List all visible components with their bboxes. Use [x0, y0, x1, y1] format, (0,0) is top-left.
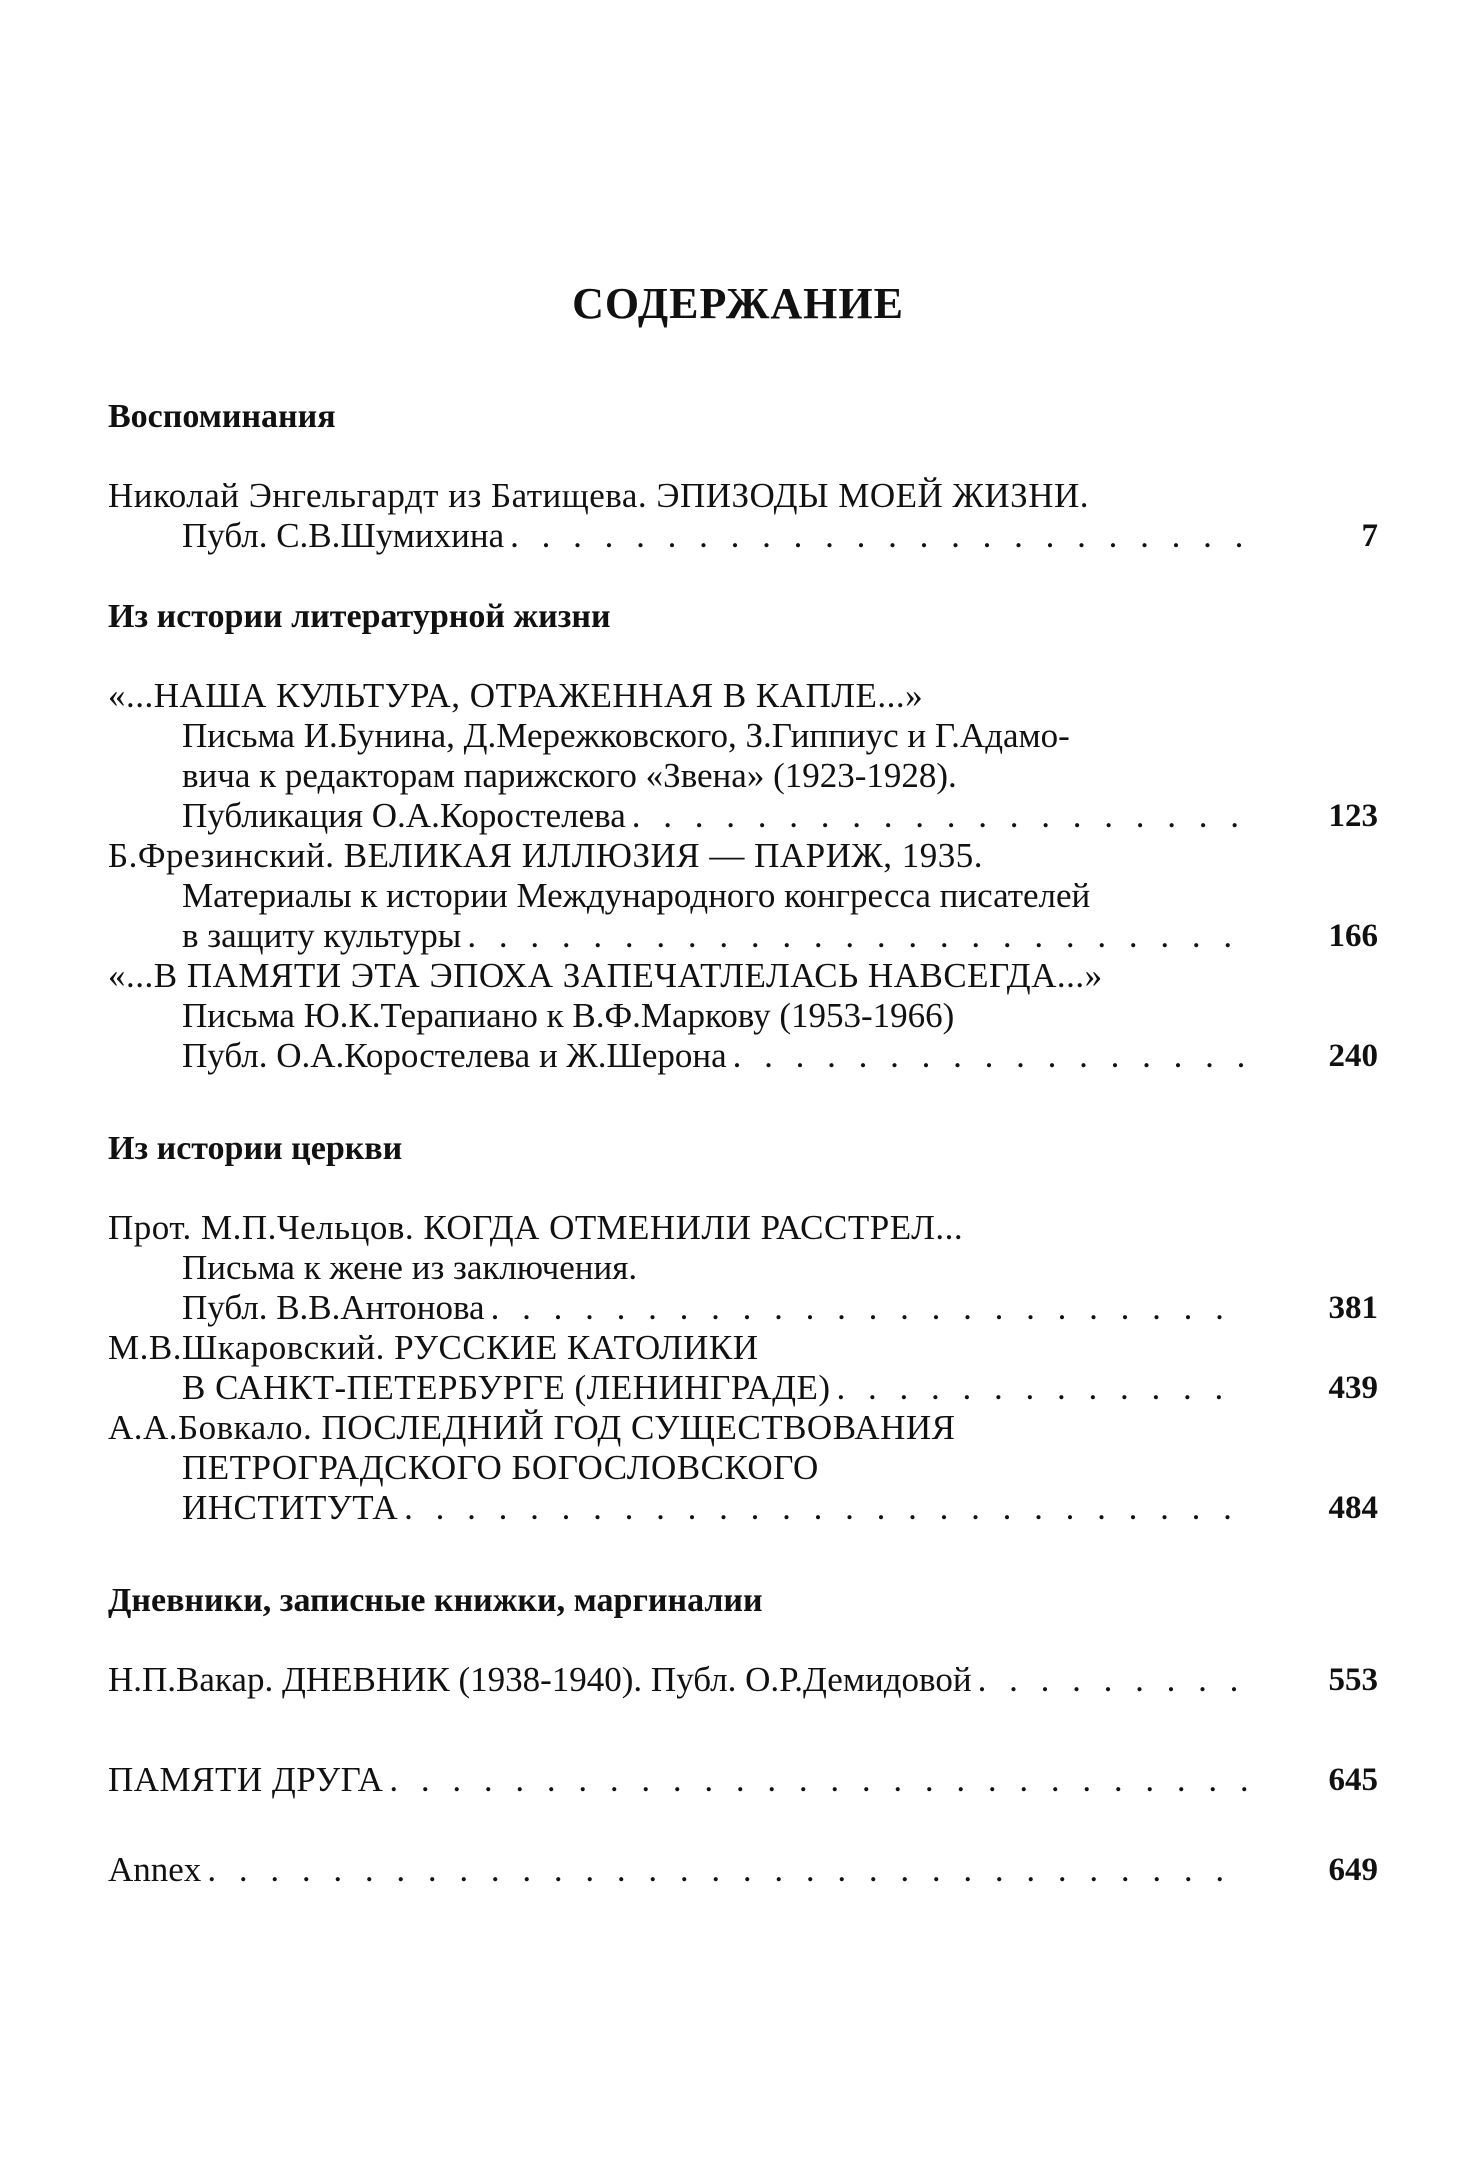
entry-shkarovsky-title: М.В.Шкаровский. РУССКИЕ КАТОЛИКИ	[108, 1328, 759, 1367]
entry-cheltsov-publ	[182, 1288, 1248, 1328]
entry-annex	[108, 1850, 1248, 1890]
entry-bovkalo-cont-2-text: ИНСТИТУТА	[182, 1488, 399, 1527]
entry-shkarovsky-cont	[182, 1368, 1248, 1408]
entry-nasha-page[interactable]: 123	[1328, 798, 1378, 834]
entry-drug-page[interactable]: 645	[1328, 1762, 1378, 1798]
dot-leader	[727, 1036, 1248, 1076]
entry-pamyati-publ	[182, 1036, 1248, 1076]
entry-nasha-title: «...НАША КУЛЬТУРА, ОТРАЖЕННАЯ В КАПЛЕ...»	[108, 676, 924, 715]
entry-vakar	[108, 1660, 1248, 1700]
entry-nasha-desc-2: вича к редакторам парижского «Звена» (1923-1928).	[182, 756, 957, 795]
dot-leader	[626, 796, 1248, 836]
entry-shkarovsky-cont-text: В САНКТ-ПЕТЕРБУРГЕ (ЛЕНИНГРАДЕ)	[182, 1368, 831, 1407]
entry-bovkalo-title: А.А.Бовкало. ПОСЛЕДНИЙ ГОД СУЩЕСТВОВАНИЯ	[108, 1408, 956, 1447]
entry-drug	[108, 1760, 1248, 1800]
dot-leader	[383, 1760, 1248, 1800]
section-heading-church: Из истории церкви	[108, 1130, 403, 1167]
dot-leader	[485, 1288, 1248, 1328]
entry-pamyati-page[interactable]: 240	[1328, 1038, 1378, 1074]
dot-leader	[831, 1368, 1249, 1408]
entry-engelgardt-publ	[182, 516, 1248, 556]
entry-cheltsov-desc: Письма к жене из заключения.	[182, 1248, 638, 1287]
entry-cheltsov-publ-text: Публ. В.В.Антонова	[182, 1288, 485, 1327]
dot-leader	[201, 1850, 1248, 1890]
entry-nasha-publ	[182, 796, 1248, 836]
entry-pamyati-desc: Письма Ю.К.Терапиано к В.Ф.Маркову (1953-1966)	[182, 996, 955, 1035]
entry-frezinsky-publ-text: в защиту культуры	[182, 916, 462, 955]
entry-pamyati-title: «...В ПАМЯТИ ЭТА ЭПОХА ЗАПЕЧАТЛЕЛАСЬ НАВСЕГДА...»	[108, 956, 1103, 995]
entry-cheltsov-page[interactable]: 381	[1328, 1290, 1378, 1326]
dot-leader	[461, 916, 1248, 956]
entry-annex-text: Annex	[108, 1850, 202, 1889]
entry-bovkalo-page[interactable]: 484	[1328, 1490, 1378, 1526]
dot-leader	[972, 1660, 1248, 1700]
entry-engelgardt-page[interactable]: 7	[1361, 518, 1378, 554]
entry-nasha-desc-1: Письма И.Бунина, Д.Мережковского, З.Гиппиус и Г.Адамо-	[182, 716, 1070, 755]
entry-bovkalo-cont-1: ПЕТРОГРАДСКОГО БОГОСЛОВСКОГО	[182, 1448, 819, 1487]
entry-annex-page[interactable]: 649	[1328, 1852, 1378, 1888]
entry-vakar-page[interactable]: 553	[1328, 1662, 1378, 1698]
section-heading-memoirs: Воспоминания	[108, 398, 336, 435]
entry-pamyati-publ-text: Публ. О.А.Коростелева и Ж.Шерона	[182, 1036, 727, 1075]
entry-vakar-text: Н.П.Вакар. ДНЕВНИК (1938-1940). Публ. О.Р.Демидовой	[108, 1660, 972, 1699]
entry-drug-text: ПАМЯТИ ДРУГА	[108, 1760, 384, 1799]
entry-bovkalo-cont-2	[182, 1488, 1248, 1528]
entry-engelgardt-publ-text: Публ. С.В.Шумихина	[182, 516, 505, 555]
section-heading-literary: Из истории литературной жизни	[108, 598, 611, 635]
entry-engelgardt-title: Николай Энгельгардт из Батищева. ЭПИЗОДЫ МОЕЙ ЖИЗНИ.	[108, 476, 1090, 515]
page-title: СОДЕРЖАНИЕ	[572, 279, 904, 328]
entry-nasha-publ-text: Публикация О.А.Коростелева	[182, 796, 626, 835]
dot-leader	[398, 1488, 1248, 1528]
entry-frezinsky-page[interactable]: 166	[1328, 918, 1378, 954]
entry-frezinsky-title: Б.Фрезинский. ВЕЛИКАЯ ИЛЛЮЗИЯ — ПАРИЖ, 1935.	[108, 836, 984, 875]
entry-shkarovsky-page[interactable]: 439	[1328, 1370, 1378, 1406]
entry-frezinsky-publ	[182, 916, 1248, 956]
section-heading-diaries: Дневники, записные книжки, маргиналии	[108, 1582, 763, 1619]
dot-leader	[504, 516, 1248, 556]
entry-cheltsov-title: Прот. М.П.Чельцов. КОГДА ОТМЕНИЛИ РАССТРЕЛ...	[108, 1208, 964, 1247]
entry-frezinsky-desc: Материалы к истории Международного конгресса писателей	[182, 876, 1091, 915]
